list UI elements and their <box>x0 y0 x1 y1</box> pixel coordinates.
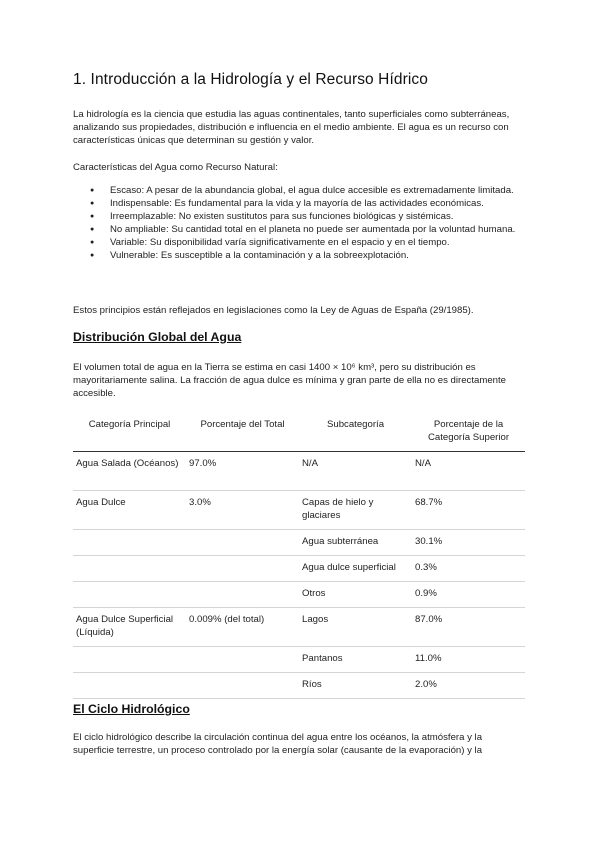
table-cell <box>186 582 299 608</box>
table-cell: N/A <box>299 452 412 491</box>
table-row <box>73 647 525 673</box>
table-cell <box>73 530 186 556</box>
table-row <box>73 491 525 530</box>
table-cell: Otros <box>299 582 412 608</box>
table-cell: Agua Dulce Superficial (Líquida) <box>73 608 186 647</box>
cycle-heading: El Ciclo Hidrológico <box>73 702 190 716</box>
table-row <box>73 582 525 608</box>
list-item: ● No ampliable: Su cantidad total en el planeta no puede ser aumentada por la voluntad humana. <box>73 223 525 236</box>
table-row <box>73 452 525 491</box>
table-header-row <box>73 413 525 452</box>
table-cell: Pantanos <box>299 647 412 673</box>
header-cell: Porcentaje del Total <box>186 413 299 452</box>
table-cell <box>186 556 299 582</box>
distribution-paragraph: El volumen total de agua en la Tierra se estima en casi 1400 × 10⁶ km³, pero su distribución es mayoritariamente salina. La fracción de agua dulce es mínima y gran parte de ella no es directamente accesible. <box>73 362 507 399</box>
table-cell <box>73 647 186 673</box>
header-cell: Subcategoría <box>299 413 412 452</box>
table-cell: Lagos <box>299 608 412 647</box>
table-cell: 87.0% <box>412 608 525 647</box>
intro-paragraph: La hidrología es la ciencia que estudia las aguas continentales, tanto superficiales como subterráneas, analizando sus propiedades, distribución e influencia en el medio ambiente. El agua es un recurso con características únicas que determinan su gestión y valor. <box>73 109 510 146</box>
table-cell: 0.009% (del total) <box>186 608 299 647</box>
table-cell: 11.0% <box>412 647 525 673</box>
list-item: ● Irreemplazable: No existen sustitutos para sus funciones biológicas y sistémicas. <box>73 210 525 223</box>
table-cell: 68.7% <box>412 491 525 530</box>
table-row <box>73 556 525 582</box>
table-cell <box>73 582 186 608</box>
table-cell: Agua Dulce <box>73 491 186 530</box>
table-cell <box>73 673 186 699</box>
list-item: ● Indispensable: Es fundamental para la vida y la mayoría de las actividades económicas. <box>73 197 525 210</box>
cycle-paragraph: El ciclo hidrológico describe la circulación continua del agua entre los océanos, la atmósfera y la superficie terrestre, un proceso controlado por la energía solar (causante de la evaporación) y la <box>73 732 483 756</box>
distribution-heading: Distribución Global del Agua <box>73 330 242 344</box>
table-cell: 2.0% <box>412 673 525 699</box>
table-cell <box>186 647 299 673</box>
header-cell: Porcentaje de la Categoría Superior <box>412 413 525 452</box>
table-cell: 30.1% <box>412 530 525 556</box>
principles-paragraph: Estos principios están reflejados en legislaciones como la Ley de Aguas de España (29/1985). <box>73 305 474 316</box>
table-cell <box>186 673 299 699</box>
table-cell <box>186 530 299 556</box>
table-row <box>73 673 525 699</box>
list-item: ● Variable: Su disponibilidad varía significativamente en el espacio y en el tiempo. <box>73 236 525 249</box>
table-cell: N/A <box>412 452 525 491</box>
table-cell: Agua Salada (Océanos) <box>73 452 186 491</box>
table-cell: Capas de hielo y glaciares <box>299 491 412 530</box>
characteristics-heading: Características del Agua como Recurso Natural: <box>73 162 278 173</box>
table-cell: 97.0% <box>186 452 299 491</box>
characteristics-list <box>73 184 525 262</box>
list-item: ● Vulnerable: Es susceptible a la contaminación y a la sobreexplotación. <box>73 249 525 262</box>
table-cell: 0.9% <box>412 582 525 608</box>
table-cell <box>73 556 186 582</box>
table-row <box>73 530 525 556</box>
page-title: 1. Introducción a la Hidrología y el Recurso Hídrico <box>73 71 428 88</box>
table-cell: Agua dulce superficial <box>299 556 412 582</box>
table-row <box>73 608 525 647</box>
table-cell: Ríos <box>299 673 412 699</box>
distribution-table <box>73 413 525 699</box>
header-cell: Categoría Principal <box>73 413 186 452</box>
table-cell: Agua subterránea <box>299 530 412 556</box>
table-cell: 3.0% <box>186 491 299 530</box>
list-item: ● Escaso: A pesar de la abundancia global, el agua dulce accesible es extremadamente limitada. <box>73 184 525 197</box>
table-cell: 0.3% <box>412 556 525 582</box>
